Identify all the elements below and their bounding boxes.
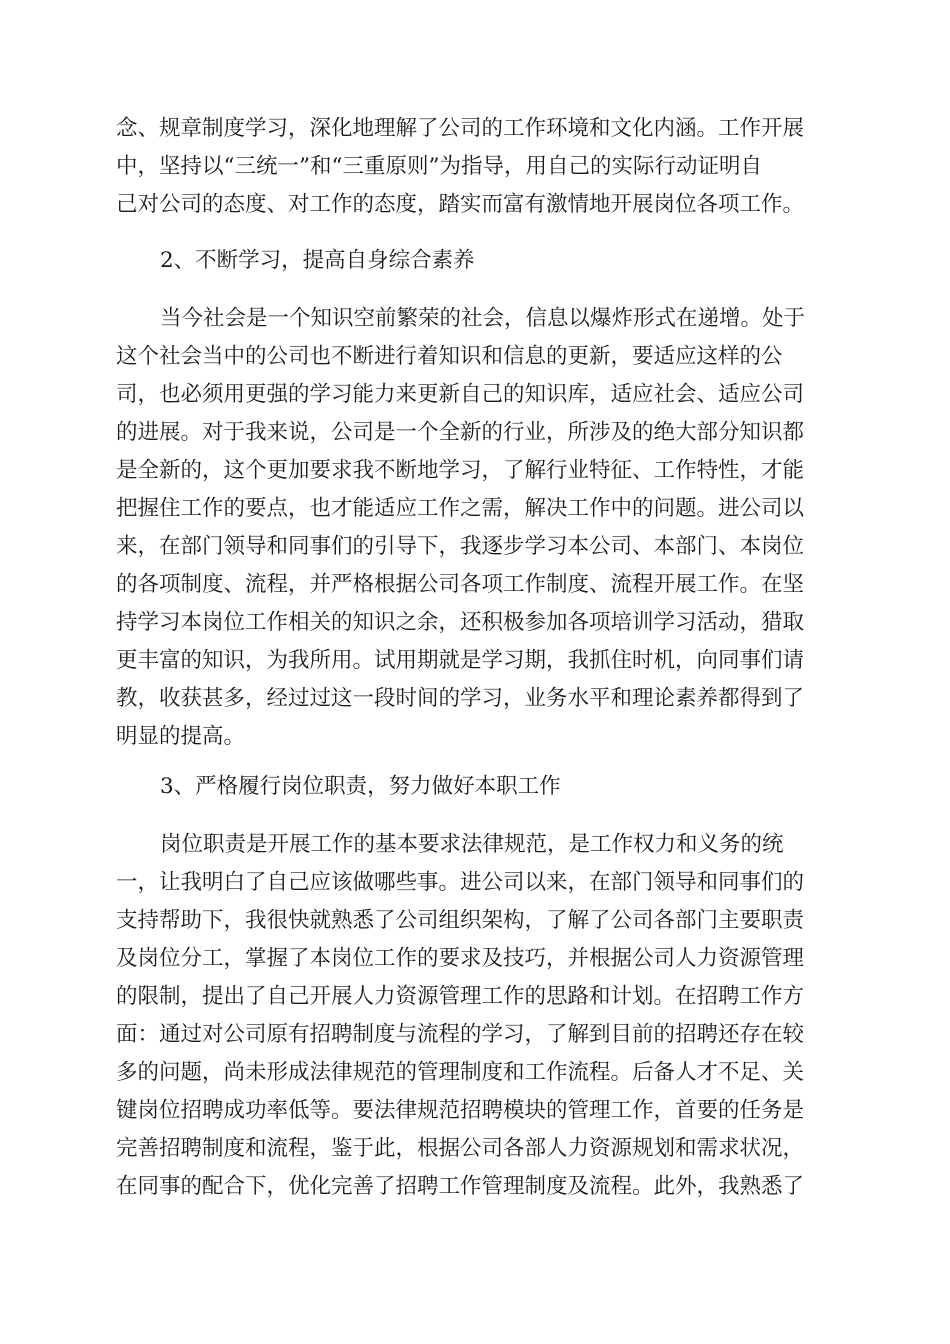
paragraph-3 [116, 826, 836, 1206]
paragraph-line: 在同事的配合下，优化完善了招聘工作管理制度及流程。此外，我熟悉了 [116, 1174, 805, 1199]
paragraph-line: 岗位职责是开展工作的基本要求法律规范，是工作权力和义务的统 [160, 832, 784, 857]
paragraph-line: 完善招聘制度和流程，鉴于此，根据公司各部人力资源规划和需求状况， [116, 1136, 805, 1161]
paragraph-2 [116, 300, 836, 756]
paragraph-line: 面：通过对公司原有招聘制度与流程的学习，了解到目前的招聘还存在较 [116, 1022, 805, 1047]
section-heading-3: 3、严格履行岗位职责，努力做好本职工作 [160, 774, 561, 799]
paragraph-line: 明显的提高。 [116, 724, 246, 749]
paragraph-line: 中，坚持以“三统一”和“三重原则”为指导，用自己的实际行动证明自 [116, 154, 762, 179]
paragraph-1 [116, 110, 836, 224]
paragraph-line: 是全新的，这个更加要求我不断地学习，了解行业特征、工作特性，才能 [116, 458, 805, 483]
paragraph-line: 多的问题，尚未形成法律规范的管理制度和工作流程。后备人才不足、关 [116, 1060, 805, 1085]
paragraph-line: 的各项制度、流程，并严格根据公司各项工作制度、流程开展工作。在坚 [116, 572, 805, 597]
paragraph-line: 的进展。对于我来说，公司是一个全新的行业，所涉及的绝大部分知识都 [116, 420, 805, 445]
paragraph-line: 持学习本岗位工作相关的知识之余，还积极参加各项培训学习活动，猎取 [116, 610, 805, 635]
section-heading-2: 2、不断学习，提高自身综合素养 [160, 248, 475, 273]
paragraph-line: 及岗位分工，掌握了本岗位工作的要求及技巧，并根据公司人力资源管理 [116, 946, 805, 971]
paragraph-line: 教，收获甚多，经过过这一段时间的学习，业务水平和理论素养都得到了 [116, 686, 805, 711]
paragraph-line: 司，也必须用更强的学习能力来更新自己的知识库，适应社会、适应公司 [116, 382, 805, 407]
paragraph-line: 支持帮助下，我很快就熟悉了公司组织架构，了解了公司各部门主要职责 [116, 908, 805, 933]
paragraph-line: 来，在部门领导和同事们的引导下，我逐步学习本公司、本部门、本岗位 [116, 534, 805, 559]
paragraph-line: 的限制，提出了自己开展人力资源管理工作的思路和计划。在招聘工作方 [116, 984, 805, 1009]
paragraph-line: 键岗位招聘成功率低等。要法律规范招聘模块的管理工作，首要的任务是 [116, 1098, 805, 1123]
paragraph-line: 这个社会当中的公司也不断进行着知识和信息的更新，要适应这样的公 [116, 344, 783, 369]
paragraph-line: 当今社会是一个知识空前繁荣的社会，信息以爆炸形式在递增。处于 [160, 306, 806, 331]
paragraph-line: 更丰富的知识，为我所用。试用期就是学习期，我抓住时机，向同事们请 [116, 648, 805, 673]
paragraph-line: 己对公司的态度、对工作的态度，踏实而富有激情地开展岗位各项工作。 [116, 192, 805, 217]
paragraph-line: 一，让我明白了自己应该做哪些事。进公司以来，在部门领导和同事们的 [116, 870, 805, 895]
paragraph-line: 念、规章制度学习，深化地理解了公司的工作环境和文化内涵。工作开展 [116, 116, 805, 141]
paragraph-line: 把握住工作的要点，也才能适应工作之需，解决工作中的问题。进公司以 [116, 496, 805, 521]
